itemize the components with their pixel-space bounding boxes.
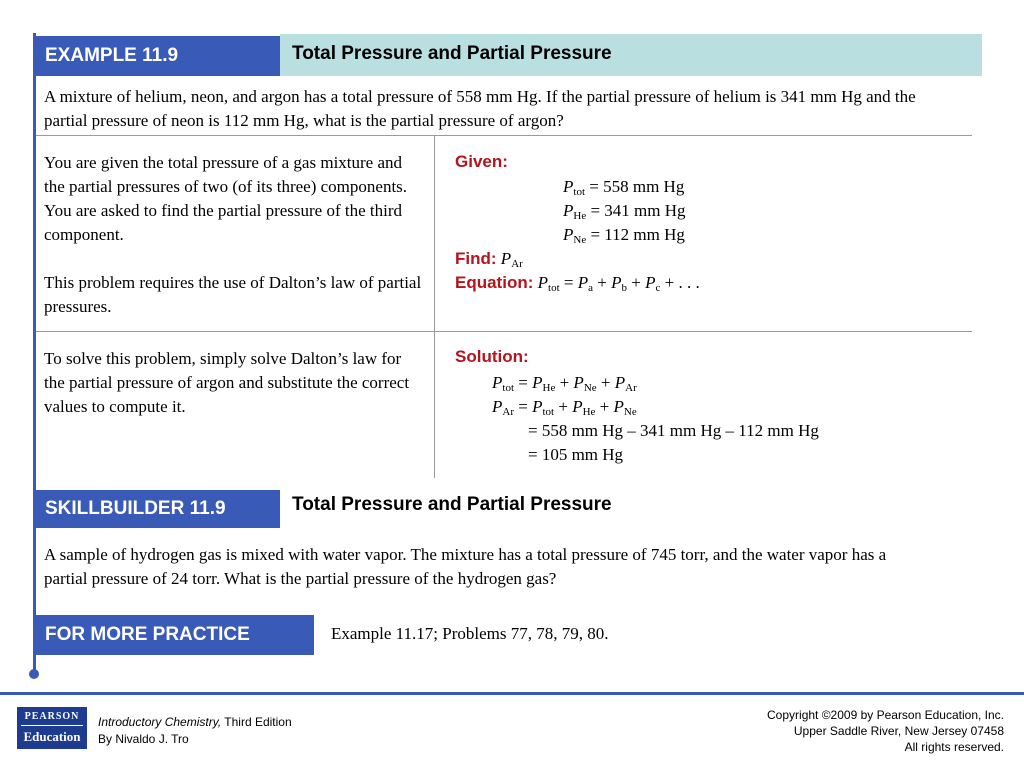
footer-rule	[0, 692, 1024, 695]
skillbuilder-label: SKILLBUILDER 11.9	[36, 490, 280, 528]
pearson-logo-top: PEARSON	[24, 711, 80, 722]
pearson-logo-bottom: Education	[23, 729, 81, 744]
given-row: $P_{He} = 341$ mm Hg	[563, 201, 686, 222]
column-divider	[434, 136, 435, 478]
more-practice-text: Example 11.17; Problems 77, 78, 79, 80.	[331, 624, 609, 643]
skillbuilder-problem-text: A sample of hydrogen gas is mixed with water vapor. The mixture has a total pressure of 745 torr, and the water vapor has a partial pressure of 24 torr. What is the partial pressure of the hydrogen gas?	[44, 545, 887, 588]
find-label: Find:	[455, 249, 497, 268]
strategy-paragraph: You are given the total pressure of a gas mixture and the partial pressures of two (of its three) components. You are asked to find the partial pressure of the third component.	[44, 153, 408, 244]
divider-line	[36, 135, 972, 136]
example-title: Total Pressure and Partial Pressure	[292, 43, 612, 64]
solution-line: $P_{Ar} = P_{tot} + P_{He} + P_{Ne}$	[492, 397, 637, 418]
solution-label: Solution:	[455, 347, 529, 366]
book-title-line: Introductory Chemistry, Third Edition	[98, 715, 292, 729]
left-accent-rule	[33, 33, 36, 673]
example-label: EXAMPLE 11.9	[36, 36, 280, 76]
strategy-paragraph: This problem requires the use of Dalton’s law of partial pressures.	[44, 273, 422, 316]
logo-divider	[21, 725, 83, 726]
given-label: Given:	[455, 152, 508, 171]
divider-line	[36, 331, 972, 332]
equation-label: Equation:	[455, 273, 534, 292]
pearson-logo	[17, 707, 87, 749]
given-row: $P_{tot} = 558$ mm Hg	[563, 177, 685, 198]
solve-paragraph: To solve this problem, simply solve Dalton’s law for the partial pressure of argon and substitute the correct values to compute it.	[44, 349, 410, 416]
find-row: Find: $P_{Ar}$	[455, 249, 523, 270]
equation-row: Equation: $P_{tot} = P_a + P_b + P_c$ + . . .	[455, 273, 700, 294]
left-accent-dot	[29, 669, 39, 679]
given-row: $P_{Ne} = 112$ mm Hg	[563, 225, 685, 246]
copyright-notice: Copyright ©2009 by Pearson Education, Inc. Upper Saddle River, New Jersey 07458 All rights reserved.	[767, 708, 1004, 754]
solution-line: = 558 mm Hg – 341 mm Hg – 112 mm Hg	[528, 421, 819, 440]
book-author-line: By Nivaldo J. Tro	[98, 732, 189, 746]
example-problem-text: A mixture of helium, neon, and argon has a total pressure of 558 mm Hg. If the partial pressure of helium is 341 mm Hg and the partial pressure of neon is 112 mm Hg, what is the partial pressure of argon?	[44, 87, 916, 130]
more-practice-label: FOR MORE PRACTICE	[36, 615, 314, 655]
skillbuilder-title: Total Pressure and Partial Pressure	[292, 494, 612, 515]
solution-line: $P_{tot} = P_{He} + P_{Ne} + P_{Ar}$	[492, 373, 637, 394]
solution-line: = 105 mm Hg	[528, 445, 624, 464]
